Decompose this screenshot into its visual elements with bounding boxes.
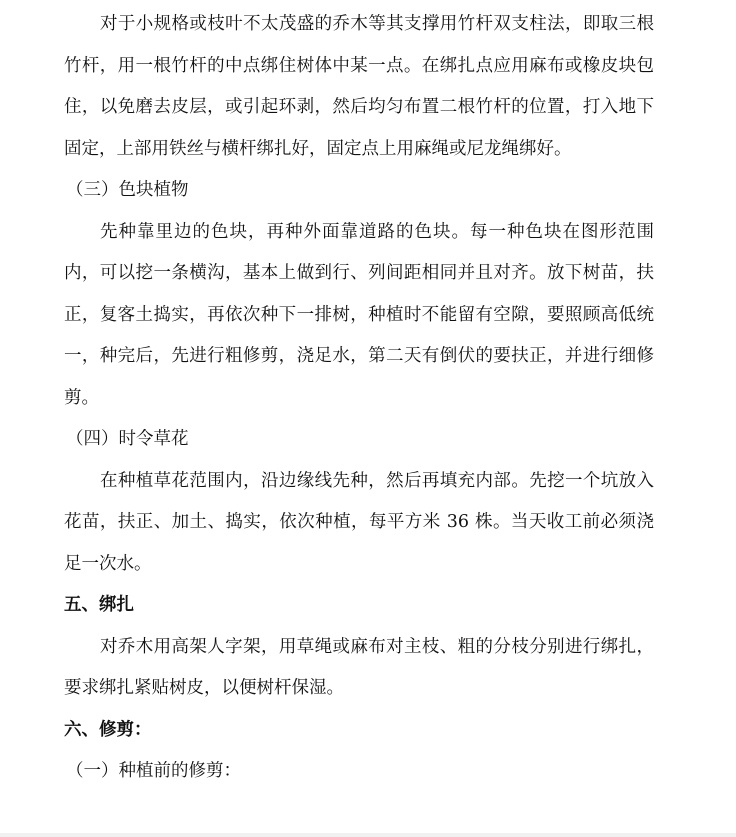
paragraph-seasonal-flowers-planting: 在种植草花范围内，沿边缘线先种，然后再填充内部。先挖一个坑放入花苗，扶正、加土、捣实，依次种植，每平方米 36 株。当天收工前必须浇足一次水。	[64, 470, 654, 574]
heading-pruning: 六、修剪：	[64, 719, 152, 740]
page-bottom-edge	[0, 833, 736, 837]
document-page	[64, 4, 654, 793]
subheading-color-block-plants: （三）色块植物	[66, 180, 189, 200]
subheading-pre-planting-pruning: （一）种植前的修剪：	[66, 761, 241, 781]
paragraph-bamboo-support: 对于小规格或枝叶不太茂盛的乔木等其支撑用竹杆双支柱法，即取三根竹杆，用一根竹杆的中点绑住树体中某一点。在绑扎点应用麻布或橡皮块包住，以免磨去皮层，或引起环剥，然后均匀布置二根竹杆的位置，打入地下固定，上部用铁丝与横杆绑扎好，固定点上用麻绳或尼龙绳绑好。	[64, 14, 654, 159]
paragraph-color-block-planting: 先种靠里边的色块，再种外面靠道路的色块。每一种色块在图形范围内，可以挖一条横沟，基本上做到行、列间距相同并且对齐。放下树苗，扶正，复客土捣实，再依次种下一排树，种植时不能留有空隙，要照顾高低统一，种完后，先进行粗修剪，浇足水，第二天有倒伏的要扶正，并进行细修剪。	[64, 221, 654, 408]
subheading-seasonal-flowers: （四）时令草花	[66, 429, 189, 449]
heading-binding: 五、绑扎	[64, 595, 134, 615]
paragraph-binding: 对乔木用高架人字架，用草绳或麻布对主枝、粗的分枝分别进行绑扎，要求绑扎紧贴树皮，以便树杆保湿。	[64, 636, 654, 698]
